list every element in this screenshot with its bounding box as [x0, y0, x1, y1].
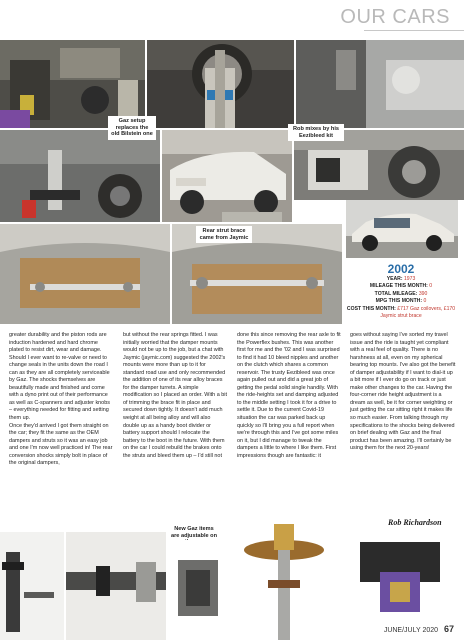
spec-year: 2002	[387, 262, 415, 276]
photo-boot-left	[0, 224, 170, 324]
body-column-1: greater durability and the piston rods are induction hardened and hard chrome plated to resist dirt, wear and damage. Should I ever want to re-valve or need to change seals in the units down the road I can as they are all completely serviceable by Gaz. The shocks themselves are beautifully made and finished and come with a dyno print out of their performance as well as C-spanners and adjuster knobs – everything needed for fitting and setting them up. Once they'd arrived I got them straight on the car; they fit the same as the OEM dampers and struts so it was an easy job and one I'm now well practiced in! The rear conversion shocks simply bolt in place of the original dampers,	[9, 332, 113, 467]
page-footer	[384, 624, 454, 634]
photo-strut-install	[0, 130, 160, 222]
body-column-4: goes without saying I've sorted my travel issue and the ride is taught yet compliant with a real feel of quality. There is no harshness at all, even on my spherical bearing top mounts. I've also got the benefit of damper adjustability if I want to dial-it up a bit more if I ever do go on track or just make other changes to the car. Having the four-corner ride height adjustment is a dream as well, be it for corner weighting or just getting the car sitting right it makes life so much easier. From talking through my specifications to the shocks being delivered on brief dealing with Gaz and the final product has been amazing. I'll certainly be using them for the next 20-years!	[350, 332, 456, 452]
photo-bottom-adjuster	[340, 532, 464, 628]
photo-bottom-shock-1	[0, 532, 64, 640]
photo-bottom-shock-2	[66, 532, 166, 640]
caption-rob-mixes: Rob mixes by his Eezibleed kit	[288, 124, 344, 141]
spec-box	[346, 262, 456, 320]
photo-workshop-floor	[0, 40, 145, 128]
body-column-3: done this since removing the rear axle to fit the Powerflex bushes. This was another first for me and the '02 and I was surprised to find it had 10 bleed nipples and another on the clutch which shares a common reservoir. The trusty Eezibleed was once again pulled out and did a great job of getting the pedal solid single handily. With the ride-heights set and damping adjusted to the middle setting I took it for a drive to settle it. Due to the current Covid-19 situation the car was parked back up quickly so I'll bring you a full report when we're through this and I've got some miles on it, but I did manage to tweak the dampers a little to where I like them. First impressions though are fantastic: it	[237, 332, 341, 459]
spec-mpg-month: MPG THIS MONTH: 0	[375, 298, 427, 305]
photo-bmw-2002	[346, 200, 458, 258]
caption-rear-strut: Rear strut brace came from Jaymic	[196, 226, 252, 243]
page-number: 67	[443, 624, 454, 634]
spec-year-line: YEAR: 1973	[386, 276, 416, 282]
body-column-2: but without the rear springs fitted. I was initially worried that the damper mounts would not be up to the job, but a chat with Jaymic (jaymic.com) suggested the 2002's mounts were more than up to it for standard road use and only recommended the addition of one of its rear alloy braces for the damper turrets. A simple modification so I placed an order. With a bit of trimming the brace fit in place and secured down tightly. It doesn't add much weight at all being alloy and will also double up as a handy boot divider or battery support should I relocate the battery to the boot in the future. With them on the car I could rebuild the brakes onto the struts and bleed them up – I'd still not	[123, 332, 227, 459]
spec-cost-month: COST THIS MONTH: £717 Gaz coilovers, £170 Jaymic strut brace	[346, 305, 456, 320]
spec-total-mileage: TOTAL MILEAGE: 390	[374, 290, 428, 297]
caption-new-gaz: New Gaz items are adjustable on	[168, 524, 220, 548]
caption-gaz-setup: Gaz setup replaces the old Bilstein one	[108, 116, 156, 140]
section-title: OUR CARS	[340, 6, 450, 28]
photo-bottom-bracket	[168, 540, 228, 640]
spec-mileage-month: MILEAGE THIS MONTH: 0	[369, 283, 433, 290]
header-rule	[364, 30, 464, 31]
photo-bmw-workshop	[162, 130, 292, 222]
photo-bottom-coilover	[230, 520, 338, 640]
photo-gaz-coilover	[147, 40, 294, 128]
author-signature: Rob Richardson	[388, 518, 442, 527]
photo-engine-bay	[296, 40, 464, 128]
issue-date: JUNE/JULY 2020	[383, 627, 439, 634]
